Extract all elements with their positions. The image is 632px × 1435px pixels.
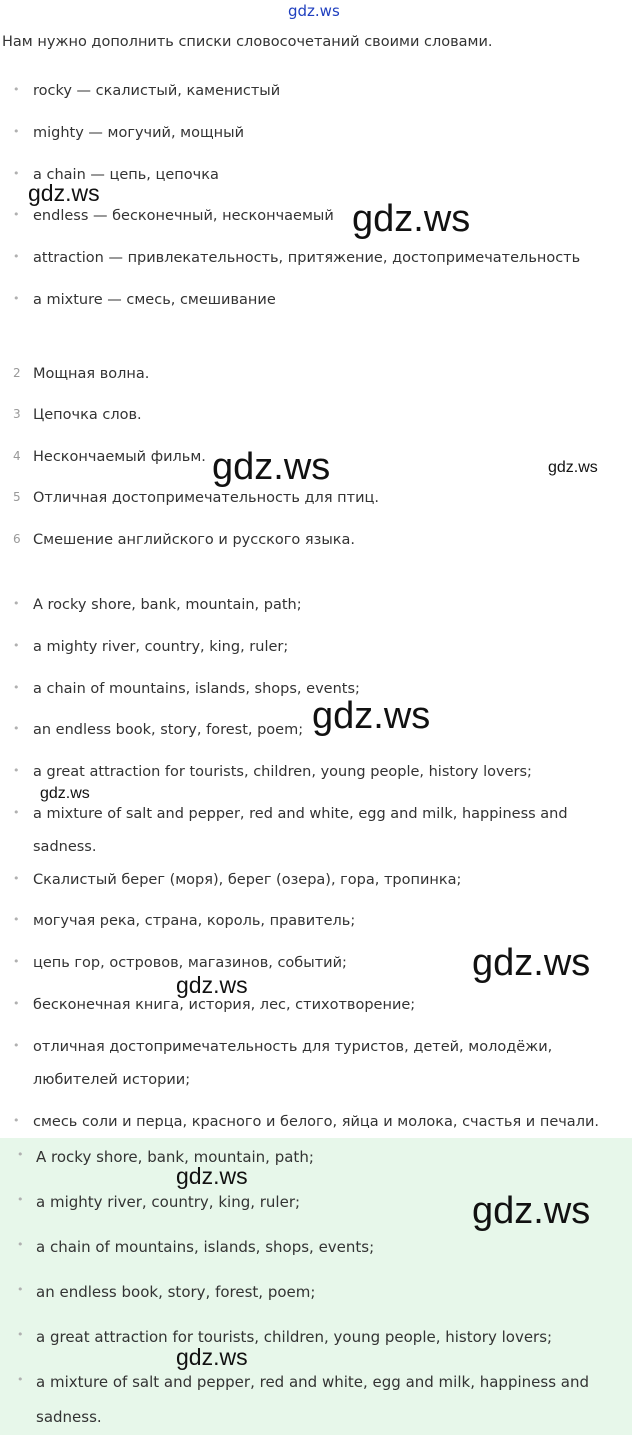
bullet-icon: • (17, 1373, 24, 1386)
bullet-icon: • (13, 125, 20, 138)
watermark: gdz.ws (176, 1344, 248, 1370)
bullet-icon: • (13, 597, 20, 610)
bullet-icon: • (13, 997, 20, 1010)
bullet-icon: • (13, 83, 20, 96)
bullet-icon: • (13, 806, 20, 819)
watermark: gdz.ws (312, 695, 431, 737)
bullet-icon: • (13, 208, 20, 221)
bullet-icon: • (17, 1193, 24, 1206)
watermark: gdz.ws (352, 198, 471, 240)
bullet-icon: • (13, 681, 20, 694)
bullet-icon: • (17, 1238, 24, 1251)
bullet-icon: • (13, 167, 20, 180)
watermark: gdz.ws (40, 785, 90, 802)
watermark: gdz.ws (548, 459, 598, 476)
bullet-icon: • (13, 639, 20, 652)
bullet-icon: • (13, 764, 20, 777)
watermark: gdz.ws (472, 942, 591, 984)
bullet-icon: • (13, 913, 20, 926)
watermark: gdz.ws (176, 1163, 248, 1189)
watermark: gdz.ws (472, 1190, 591, 1232)
watermark: gdz.ws (28, 180, 100, 206)
watermark: gdz.ws (212, 446, 331, 488)
bullet-icon: • (13, 955, 20, 968)
site-watermark-top: gdz.ws (288, 2, 340, 20)
bullet-icon: • (13, 292, 20, 305)
bullet-icon: • (13, 250, 20, 263)
intro-text: Нам нужно дополнить списки словосочетаний своими словами. (2, 34, 493, 50)
bullet-icon: • (17, 1148, 24, 1161)
bullet-icon: • (13, 1039, 20, 1052)
bullet-icon: • (17, 1283, 24, 1296)
bullet-icon: • (13, 1114, 20, 1127)
bullet-icon: • (13, 872, 20, 885)
watermark: gdz.ws (176, 972, 248, 998)
bullet-icon: • (17, 1328, 24, 1341)
bullet-icon: • (13, 722, 20, 735)
